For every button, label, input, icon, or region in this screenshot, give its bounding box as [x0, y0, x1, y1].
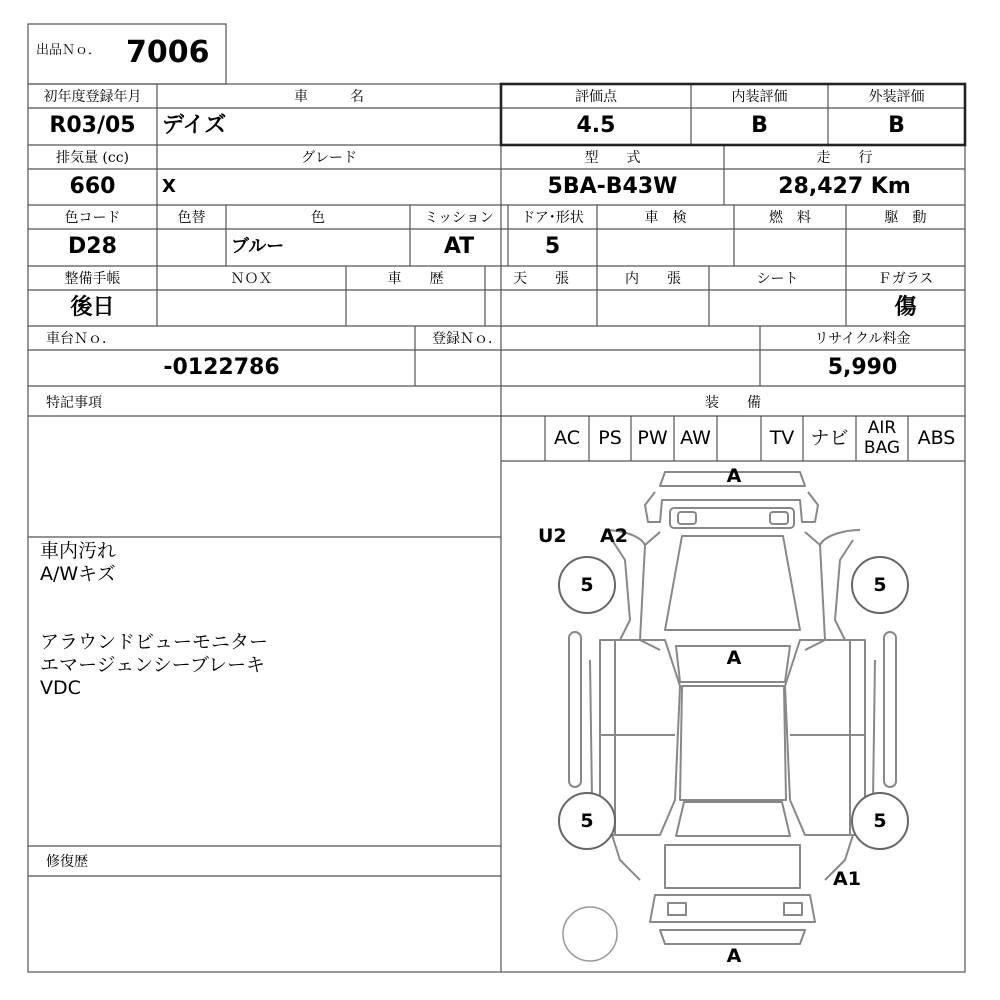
- exterior-rating-label: 外装評価: [868, 89, 925, 105]
- mark-front-bumper: A: [726, 465, 742, 487]
- mark-rear-bumper: A: [726, 945, 742, 967]
- fuel-label: 燃 料: [769, 210, 811, 226]
- color-label: 色: [311, 210, 325, 226]
- tire-front-right: 5: [873, 574, 887, 596]
- equipment-abs: ABS: [917, 427, 956, 449]
- registration-number-label: 登録Ｎｏ．: [432, 331, 502, 347]
- color-code-value: D28: [68, 234, 117, 259]
- color-change-label: 色替: [177, 210, 206, 226]
- recycle-fee-label: リサイクル料金: [814, 331, 911, 347]
- score-label: 評価点: [575, 89, 617, 105]
- mark-roof: A: [726, 647, 742, 669]
- equipment-tv: TV: [769, 427, 795, 449]
- model-label: 型 式: [584, 150, 641, 166]
- front-glass-label: Ｆガラス: [877, 271, 934, 287]
- model-value: 5BA-B43W: [547, 174, 678, 199]
- door-label: ドア･形状: [521, 210, 584, 226]
- chassis-number-value: -0122786: [163, 355, 280, 380]
- equipment-navi: ナビ: [810, 427, 849, 449]
- maintenance-label: 整備手帳: [64, 271, 121, 287]
- drive-label: 駆 動: [884, 210, 927, 226]
- score-value: 4.5: [576, 113, 616, 138]
- history-label: 車 歴: [387, 271, 444, 287]
- mark-a1: A1: [833, 868, 861, 890]
- equipment-airbag: AIR BAG: [863, 418, 901, 458]
- tire-rear-left: 5: [580, 810, 594, 832]
- mission-value: AT: [443, 234, 475, 259]
- tire-rear-right: 5: [873, 810, 887, 832]
- displacement-value: 660: [69, 174, 116, 199]
- tire-front-left: 5: [580, 574, 594, 596]
- chassis-number-label: 車台Ｎｏ．: [46, 331, 116, 347]
- interior-lining-label: 内 張: [625, 271, 681, 287]
- equipment-ps: PS: [598, 427, 622, 449]
- front-glass-value: 傷: [894, 295, 917, 320]
- mark-a2: A2: [600, 525, 628, 547]
- roof-label: 天 張: [513, 271, 569, 287]
- maintenance-value: 後日: [70, 295, 115, 320]
- door-value: 5: [544, 234, 561, 259]
- equipment-pw: PW: [637, 427, 668, 449]
- equipment-ac: AC: [554, 427, 580, 449]
- special-notes-label: 特記事項: [46, 395, 102, 411]
- exterior-rating-value: B: [888, 113, 905, 138]
- interior-rating-value: B: [751, 113, 768, 138]
- lot-number-label: 出品Ｎｏ．: [36, 43, 102, 58]
- mark-u2: U2: [538, 525, 567, 547]
- lot-number: 7006: [126, 35, 210, 70]
- car-name-value: デイズ: [162, 113, 227, 138]
- mission-label: ミッション: [424, 210, 494, 226]
- special-notes-list: [40, 540, 480, 840]
- color-code-label: 色コード: [64, 210, 121, 226]
- color-value: ブルー: [231, 236, 285, 257]
- mileage-value: 28,427 Km: [778, 174, 911, 199]
- note-line: 車内汚れ: [40, 540, 117, 562]
- note-line: エマージェンシーブレーキ: [40, 654, 266, 676]
- recycle-fee-value: 5,990: [827, 355, 898, 380]
- inspection-label: 車 検: [644, 210, 687, 226]
- note-line: アラウンドビューモニター: [40, 631, 269, 653]
- first-registration-label: 初年度登録年月: [43, 89, 142, 105]
- mileage-label: 走 行: [816, 150, 873, 166]
- nox-label: ＮＯＸ: [230, 271, 273, 287]
- first-registration-value: R03/05: [49, 113, 136, 138]
- car-name-label: 車 名: [294, 89, 364, 105]
- grade-value: X: [162, 176, 176, 197]
- displacement-label: 排気量 (cc): [55, 150, 130, 166]
- equipment-aw: AW: [680, 427, 711, 449]
- note-line: A/Wキズ: [40, 563, 116, 585]
- equipment-label: 装 備: [705, 395, 761, 411]
- seat-label: シート: [756, 271, 799, 287]
- interior-rating-label: 内装評価: [731, 89, 788, 105]
- note-line: VDC: [40, 677, 81, 699]
- grade-label: グレード: [301, 150, 357, 166]
- repair-history-label: 修復歴: [46, 854, 88, 870]
